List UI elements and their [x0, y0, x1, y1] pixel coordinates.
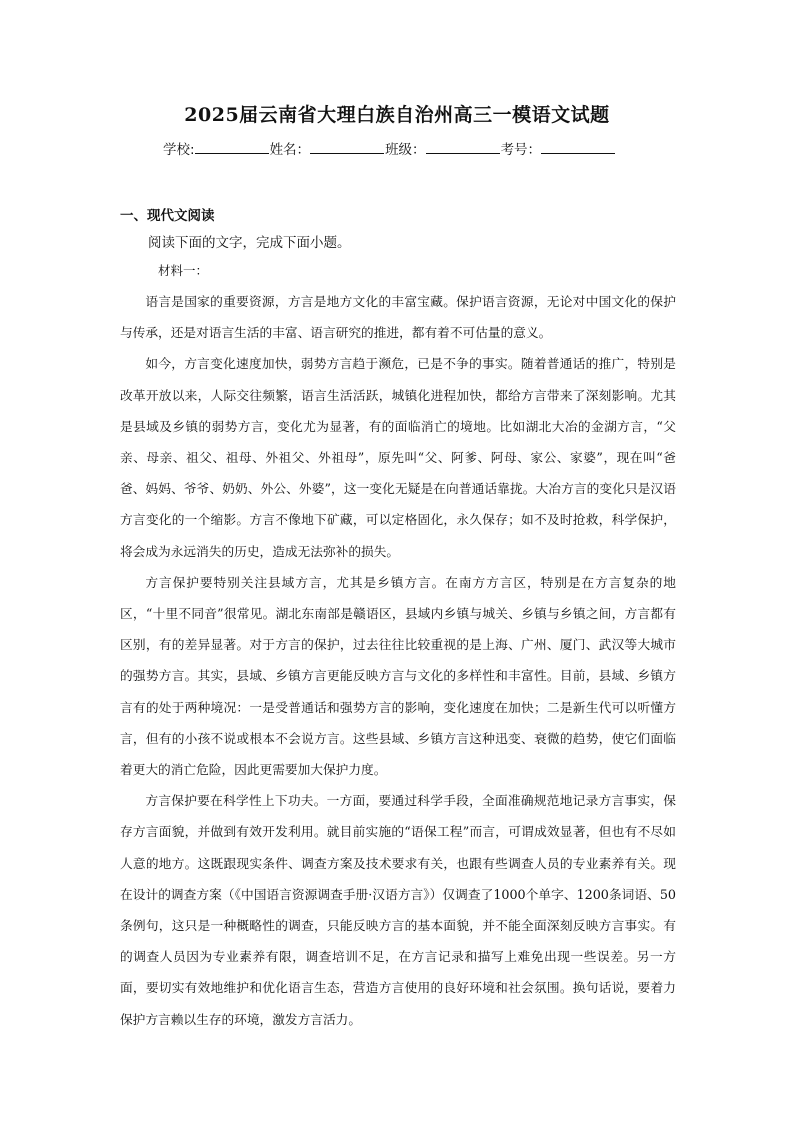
material-label: 材料一：	[158, 263, 209, 278]
reading-instruction: 阅读下面的文字，完成下面小题。	[148, 235, 351, 251]
school-blank	[195, 141, 269, 154]
exam-no-label: 考号：	[500, 142, 542, 158]
name-label: 姓名：	[269, 142, 311, 158]
class-label: 班级：	[385, 142, 426, 158]
student-info-line	[163, 138, 663, 158]
paragraph: 方言保护要特别关注县域方言，尤其是乡镇方言。在南方方言区，特别是在方言复杂的地区，“十里不同音”很常见。湖北东南部是赣语区，县域内乡镇与城关、乡镇与乡镇之间，方言都有区别，有的差异显著。对于方言的保护，过去往往比较重视的是上海、广州、厦门、武汉等大城市的强势方言。其实，县域、乡镇方言更能反映方言与文化的多样性和丰富性。目前，县域、乡镇方言有的处于两种境况：一是受普通话和强势方言的影响，变化速度在加快；二是新生代可以听懂方言，但有的小孩不说或根本不会说方言。这些县域、乡镇方言这种迅变、衰微的趋势，使它们面临着更大的消亡危险，因此更需要加大保护力度。	[120, 574, 676, 778]
paragraph: 如今，方言变化速度加快，弱势方言趋于濒危，已是不争的事实。随着普通话的推广，特别是改革开放以来，人际交往频繁，语言生活活跃，城镇化进程加快，都给方言带来了深刻影响。尤其是县域及乡镇的弱势方言，变化尤为显著，有的面临消亡的境地。比如湖北大冶的金湖方言，“父亲、母亲、祖父、祖母、外祖父、外祖母”，原先叫“父、阿爹、阿母、家公、家婆”，现在叫“爸爸、妈妈、爷爷、奶奶、外公、外婆”，这一变化无疑是在向普通话靠拢。大冶方言的变化只是汉语方言变化的一个缩影。方言不像地下矿藏，可以定格固化，永久保存；如不及时抢救，科学保护，将会成为永远消失的历史，造成无法弥补的损失。	[120, 356, 676, 559]
name-blank	[310, 141, 384, 154]
paragraph: 方言保护要在科学性上下功夫。一方面，要通过科学手段，全面准确规范地记录方言事实，保存方言面貌，并做到有效开发利用。就目前实施的“语保工程”而言，可谓成效显著，但也有不尽如人意的地方。这既跟现实条件、调查方案及技术要求有关，也跟有些调查人员的专业素养有关。现在设计的调查方案（《中国语言资源调查手册·汉语方言》）仅调查了1000个单字、1200条词语、50条例句，这只是一种概略性的调查，只能反映方言的基本面貌，并不能全面深刻反映方言事实。有的调查人员因为专业素养有限，调查培训不足，在方言记录和描写上难免出现一些误差。另一方面，要切实有效地维护和优化语言生态，营造方言使用的良好环境和社会氛围。换句话说，要着力保护方言赖以生存的环境，激发方言活力。	[120, 793, 676, 1027]
section-heading: 一、现代文阅读	[120, 208, 215, 224]
exam-no-blank	[541, 141, 615, 154]
passage-body	[120, 286, 676, 1035]
class-blank	[426, 141, 500, 154]
paragraph: 语言是国家的重要资源，方言是地方文化的丰富宝藏。保护语言资源，无论对中国文化的保护与传承，还是对语言生活的丰富、语言研究的推进，都有着不可估量的意义。	[120, 294, 676, 341]
school-label: 学校:	[163, 142, 195, 158]
document-title: 2025届云南省大理白族自治州高三一模语文试题	[184, 104, 610, 126]
